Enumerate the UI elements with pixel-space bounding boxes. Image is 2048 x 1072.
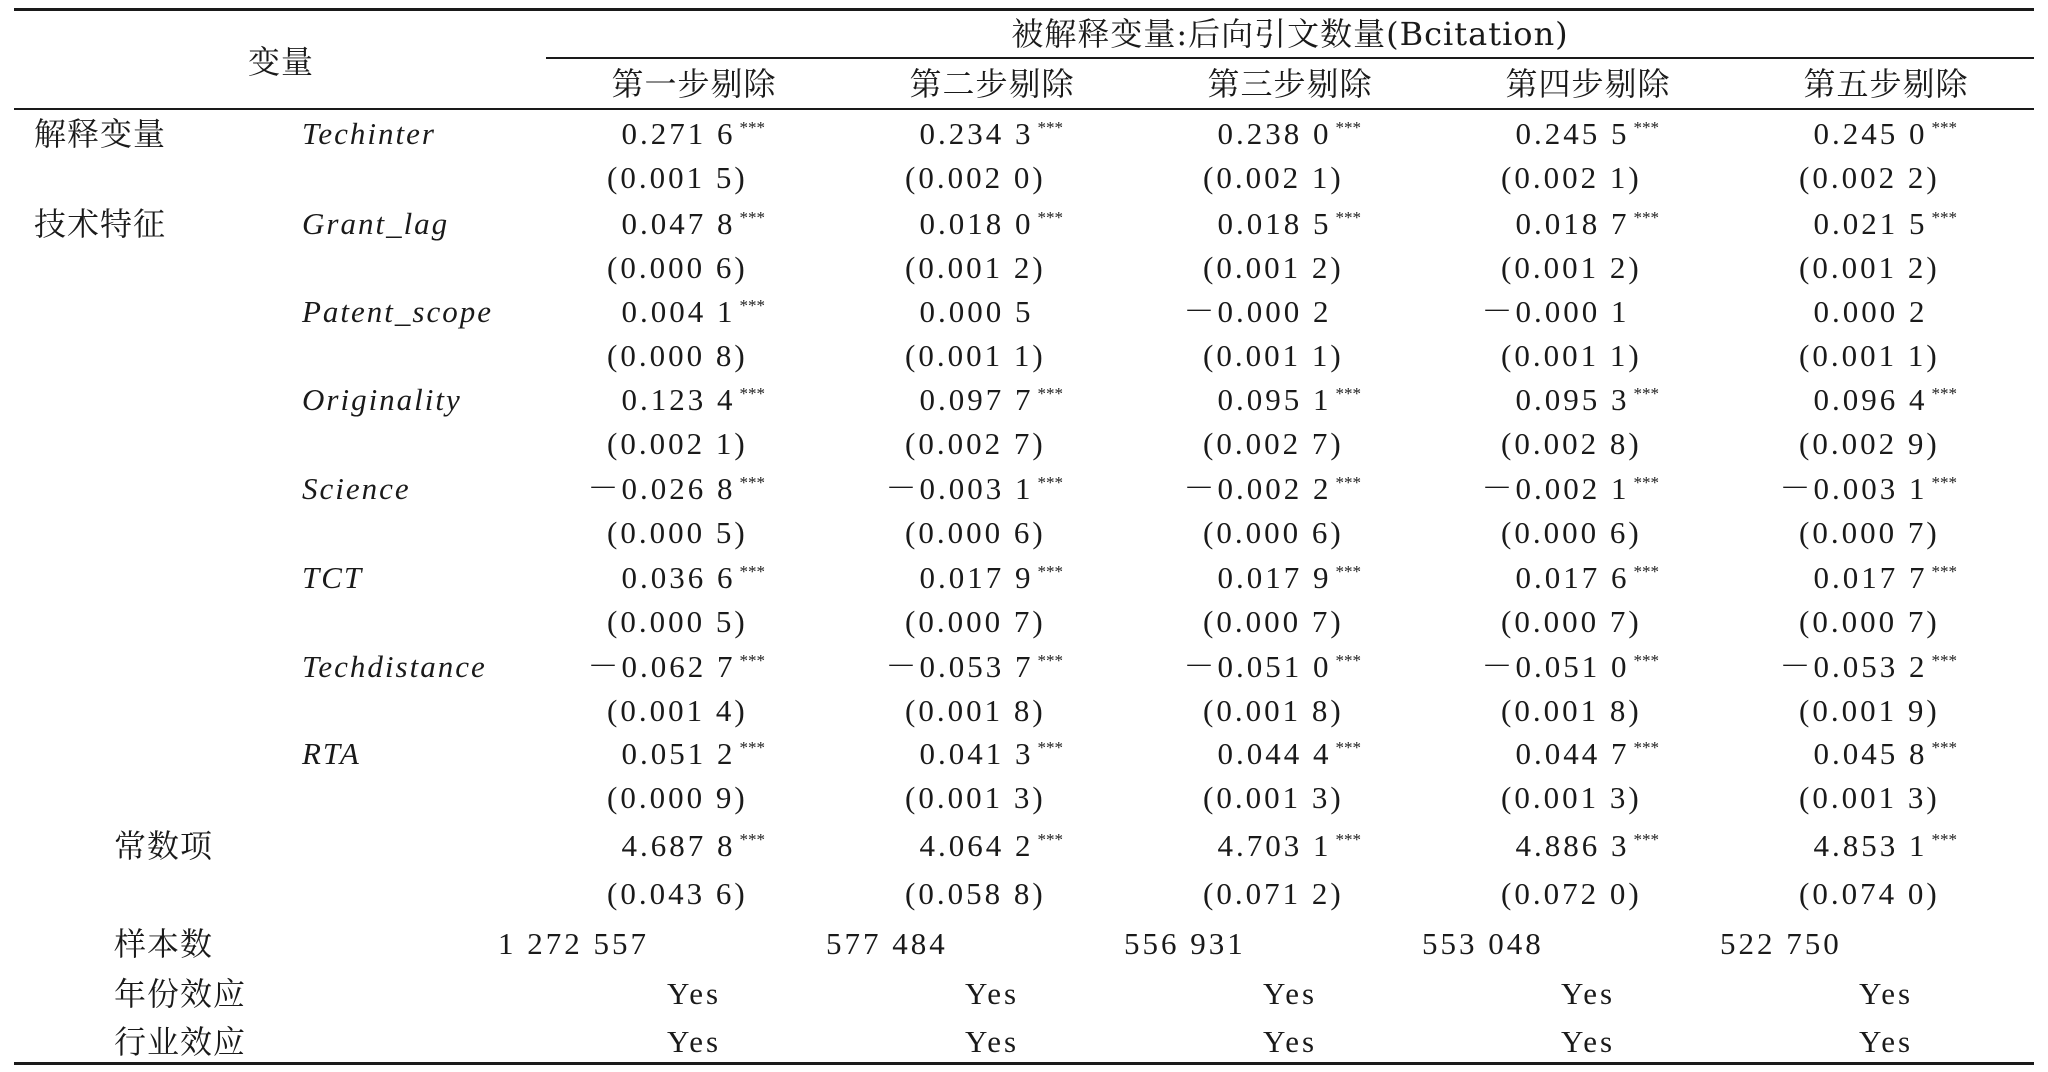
coefficient-cell: 0.271 6 *** xyxy=(621,116,765,151)
std-error-cell: (0.000 5) xyxy=(607,604,748,639)
sample-size-value: 522 750 xyxy=(1720,926,1842,961)
coefficient-cell: 0.245 0 *** xyxy=(1813,116,1957,151)
coefficient-cell: 0.096 4 *** xyxy=(1813,382,1957,417)
column-header-3: 第三步剔除 xyxy=(1207,65,1373,103)
coefficient-cell: 0.044 4 *** xyxy=(1217,736,1361,771)
year-effect-value: Yes xyxy=(1858,976,1914,1011)
significance-stars: *** xyxy=(1037,738,1063,757)
coefficient-cell: 0.017 6 *** xyxy=(1515,560,1659,595)
coefficient-cell: －0.002 2 *** xyxy=(1183,471,1361,506)
significance-stars: *** xyxy=(739,830,765,849)
industry-effect-label: 行业效应 xyxy=(114,1023,247,1061)
coefficient-cell: 0.238 0 *** xyxy=(1217,116,1361,151)
variable-name: TCT xyxy=(302,560,364,595)
significance-stars: *** xyxy=(1633,651,1659,670)
significance-stars: *** xyxy=(1633,208,1659,227)
significance-stars: *** xyxy=(1633,830,1659,849)
constant-std-error: (0.058 8) xyxy=(905,876,1046,911)
column-header-1: 第一步剔除 xyxy=(611,65,777,103)
significance-stars: *** xyxy=(739,118,765,137)
std-error-cell: (0.001 8) xyxy=(905,693,1046,728)
coefficient-cell: 0.041 3 *** xyxy=(919,736,1063,771)
group-explanatory: 解释变量 xyxy=(34,115,167,153)
variable-header: 变量 xyxy=(248,43,315,81)
coefficient-cell: 0.018 5 *** xyxy=(1217,206,1361,241)
std-error-cell: (0.001 8) xyxy=(1501,693,1642,728)
significance-stars: *** xyxy=(739,651,765,670)
coefficient-cell: 0.245 5 *** xyxy=(1515,116,1659,151)
std-error-cell: (0.000 7) xyxy=(1799,604,1940,639)
sample-label: 样本数 xyxy=(114,925,214,963)
bottom-rule xyxy=(14,1062,2034,1065)
coefficient-cell: 0.017 9 *** xyxy=(919,560,1063,595)
variable-name: Techinter xyxy=(302,116,436,151)
coefficient-cell: 0.044 7 *** xyxy=(1515,736,1659,771)
coefficient-cell: 0.095 3 *** xyxy=(1515,382,1659,417)
variable-name: RTA xyxy=(302,736,361,771)
significance-stars: *** xyxy=(1931,738,1957,757)
sample-size-value: 577 484 xyxy=(826,926,948,961)
coefficient-cell: －0.053 2 *** xyxy=(1779,649,1957,684)
significance-stars: *** xyxy=(739,208,765,227)
std-error-cell: (0.001 4) xyxy=(607,693,748,728)
coefficient-cell: 0.234 3 *** xyxy=(919,116,1063,151)
coefficient-cell: 0.095 1 *** xyxy=(1217,382,1361,417)
significance-stars: *** xyxy=(1931,208,1957,227)
std-error-cell: (0.000 7) xyxy=(1203,604,1344,639)
std-error-cell: (0.001 1) xyxy=(1501,338,1642,373)
significance-stars: *** xyxy=(1335,473,1361,492)
std-error-cell: (0.002 0) xyxy=(905,160,1046,195)
std-error-cell: (0.001 5) xyxy=(607,160,748,195)
significance-stars: *** xyxy=(1931,473,1957,492)
coefficient-cell: 0.047 8 *** xyxy=(621,206,765,241)
coefficient-cell: 0.036 6 *** xyxy=(621,560,765,595)
std-error-cell: (0.000 7) xyxy=(1799,515,1940,550)
significance-stars: *** xyxy=(1037,473,1063,492)
significance-stars: *** xyxy=(1037,208,1063,227)
year-effect-value: Yes xyxy=(1560,976,1616,1011)
std-error-cell: (0.001 2) xyxy=(1799,250,1940,285)
significance-stars: *** xyxy=(739,296,765,315)
significance-stars: *** xyxy=(1037,651,1063,670)
coefficient-cell: 0.004 1 *** xyxy=(621,294,765,329)
constant-label: 常数项 xyxy=(114,827,214,865)
significance-stars: *** xyxy=(1335,830,1361,849)
std-error-cell: (0.002 7) xyxy=(1203,426,1344,461)
std-error-cell: (0.002 1) xyxy=(1501,160,1642,195)
std-error-cell: (0.000 7) xyxy=(905,604,1046,639)
significance-stars: *** xyxy=(1633,738,1659,757)
significance-stars: *** xyxy=(1037,830,1063,849)
significance-stars: *** xyxy=(1931,830,1957,849)
coefficient-cell: －0.000 2 xyxy=(1183,294,1332,329)
std-error-cell: (0.000 6) xyxy=(1501,515,1642,550)
group-tech-features: 技术特征 xyxy=(34,205,167,243)
column-header-2: 第二步剔除 xyxy=(909,65,1075,103)
coefficient-cell: －0.026 8 *** xyxy=(587,471,765,506)
significance-stars: *** xyxy=(1931,118,1957,137)
significance-stars: *** xyxy=(1335,562,1361,581)
year-effect-value: Yes xyxy=(964,976,1020,1011)
significance-stars: *** xyxy=(1037,562,1063,581)
coefficient-cell: 0.017 9 *** xyxy=(1217,560,1361,595)
coefficient-cell: 0.097 7 *** xyxy=(919,382,1063,417)
std-error-cell: (0.001 8) xyxy=(1203,693,1344,728)
variable-name: Grant_lag xyxy=(302,206,450,241)
coefficient-cell: 0.017 7 *** xyxy=(1813,560,1957,595)
std-error-cell: (0.001 1) xyxy=(905,338,1046,373)
significance-stars: *** xyxy=(1931,651,1957,670)
std-error-cell: (0.002 1) xyxy=(607,426,748,461)
constant-coefficient: 4.853 1 *** xyxy=(1813,828,1957,863)
constant-coefficient: 4.687 8 *** xyxy=(621,828,765,863)
std-error-cell: (0.001 2) xyxy=(1501,250,1642,285)
std-error-cell: (0.000 8) xyxy=(607,338,748,373)
significance-stars: *** xyxy=(1037,118,1063,137)
significance-stars: *** xyxy=(739,562,765,581)
coefficient-cell: －0.051 0 *** xyxy=(1183,649,1361,684)
constant-std-error: (0.072 0) xyxy=(1501,876,1642,911)
coefficient-cell: －0.053 7 *** xyxy=(885,649,1063,684)
std-error-cell: (0.002 7) xyxy=(905,426,1046,461)
industry-effect-value: Yes xyxy=(1858,1024,1914,1059)
std-error-cell: (0.000 6) xyxy=(607,250,748,285)
std-error-cell: (0.000 7) xyxy=(1501,604,1642,639)
significance-stars: *** xyxy=(1335,651,1361,670)
constant-coefficient: 4.703 1 *** xyxy=(1217,828,1361,863)
constant-coefficient: 4.064 2 *** xyxy=(919,828,1063,863)
coefficient-cell: 0.018 0 *** xyxy=(919,206,1063,241)
std-error-cell: (0.001 3) xyxy=(1501,780,1642,815)
variable-name: Science xyxy=(302,471,411,506)
coefficient-cell: －0.062 7 *** xyxy=(587,649,765,684)
industry-effect-value: Yes xyxy=(1560,1024,1616,1059)
sample-size-value: 556 931 xyxy=(1124,926,1246,961)
industry-effect-value: Yes xyxy=(964,1024,1020,1059)
coefficient-cell: 0.000 2 xyxy=(1813,294,1928,329)
std-error-cell: (0.000 5) xyxy=(607,515,748,550)
top-rule xyxy=(14,8,2034,11)
std-error-cell: (0.002 2) xyxy=(1799,160,1940,195)
significance-stars: *** xyxy=(1633,562,1659,581)
constant-coefficient: 4.886 3 *** xyxy=(1515,828,1659,863)
year-effect-value: Yes xyxy=(1262,976,1318,1011)
significance-stars: *** xyxy=(1335,738,1361,757)
industry-effect-value: Yes xyxy=(1262,1024,1318,1059)
std-error-cell: (0.000 6) xyxy=(905,515,1046,550)
constant-std-error: (0.074 0) xyxy=(1799,876,1940,911)
std-error-cell: (0.001 2) xyxy=(905,250,1046,285)
coefficient-cell: 0.018 7 *** xyxy=(1515,206,1659,241)
year-effect-value: Yes xyxy=(666,976,722,1011)
std-error-cell: (0.002 8) xyxy=(1501,426,1642,461)
coefficient-cell: 0.051 2 *** xyxy=(621,736,765,771)
significance-stars: *** xyxy=(1633,384,1659,403)
std-error-cell: (0.001 1) xyxy=(1203,338,1344,373)
significance-stars: *** xyxy=(1037,384,1063,403)
significance-stars: *** xyxy=(1633,473,1659,492)
std-error-cell: (0.001 1) xyxy=(1799,338,1940,373)
std-error-cell: (0.000 9) xyxy=(607,780,748,815)
sample-size-value: 1 272 557 xyxy=(498,926,649,961)
coefficient-cell: －0.002 1 *** xyxy=(1481,471,1659,506)
std-error-cell: (0.002 1) xyxy=(1203,160,1344,195)
header-bottom-rule xyxy=(14,108,2034,110)
variable-name: Originality xyxy=(302,382,462,417)
coefficient-cell: 0.123 4 *** xyxy=(621,382,765,417)
constant-std-error: (0.071 2) xyxy=(1203,876,1344,911)
std-error-cell: (0.002 9) xyxy=(1799,426,1940,461)
significance-stars: *** xyxy=(1335,384,1361,403)
significance-stars: *** xyxy=(1633,118,1659,137)
significance-stars: *** xyxy=(739,738,765,757)
header-span-rule xyxy=(546,57,2034,59)
variable-name: Techdistance xyxy=(302,649,487,684)
significance-stars: *** xyxy=(1335,118,1361,137)
regression-table xyxy=(14,8,2034,1064)
std-error-cell: (0.001 3) xyxy=(1203,780,1344,815)
year-effect-label: 年份效应 xyxy=(114,975,247,1013)
significance-stars: *** xyxy=(1335,208,1361,227)
coefficient-cell: 0.045 8 *** xyxy=(1813,736,1957,771)
significance-stars: *** xyxy=(739,473,765,492)
coefficient-cell: －0.051 0 *** xyxy=(1481,649,1659,684)
dependent-variable-header: 被解释变量:后向引文数量(Bcitation) xyxy=(1011,15,1569,53)
std-error-cell: (0.001 2) xyxy=(1203,250,1344,285)
std-error-cell: (0.000 6) xyxy=(1203,515,1344,550)
constant-std-error: (0.043 6) xyxy=(607,876,748,911)
coefficient-cell: 0.021 5 *** xyxy=(1813,206,1957,241)
std-error-cell: (0.001 9) xyxy=(1799,693,1940,728)
coefficient-cell: 0.000 5 xyxy=(919,294,1034,329)
sample-size-value: 553 048 xyxy=(1422,926,1544,961)
coefficient-cell: －0.003 1 *** xyxy=(1779,471,1957,506)
coefficient-cell: －0.000 1 xyxy=(1481,294,1630,329)
industry-effect-value: Yes xyxy=(666,1024,722,1059)
std-error-cell: (0.001 3) xyxy=(1799,780,1940,815)
significance-stars: *** xyxy=(1931,384,1957,403)
significance-stars: *** xyxy=(1931,562,1957,581)
significance-stars: *** xyxy=(739,384,765,403)
std-error-cell: (0.001 3) xyxy=(905,780,1046,815)
variable-name: Patent_scope xyxy=(302,294,494,329)
coefficient-cell: －0.003 1 *** xyxy=(885,471,1063,506)
column-header-4: 第四步剔除 xyxy=(1505,65,1671,103)
column-header-5: 第五步剔除 xyxy=(1803,65,1969,103)
